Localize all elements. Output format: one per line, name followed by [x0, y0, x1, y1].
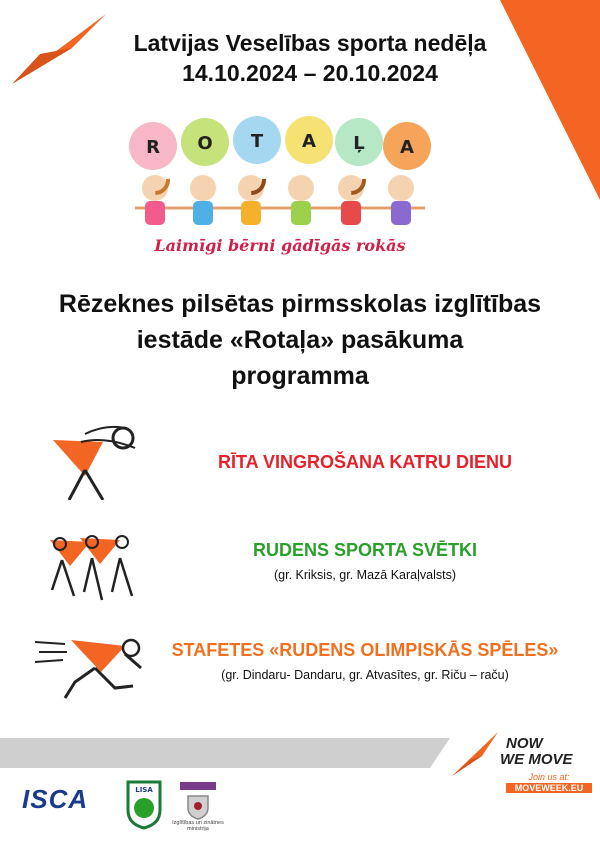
logo-letter: R — [146, 137, 160, 158]
program-title-line-3: programma — [231, 362, 369, 390]
event-dates: 14.10.2024 – 20.10.2024 — [182, 60, 438, 86]
moveweek-url: MOVEWEEK.EU — [506, 783, 592, 793]
sprinter-figure-icon — [35, 628, 150, 708]
event-title: Latvijas Veselības sporta nedēļa — [133, 30, 487, 56]
activity-3-label: STAFETES «RUDENS OLIMPISKĀS SPĒLES» — [171, 640, 559, 660]
ministry-color-band — [180, 782, 216, 790]
logo-letter: Ļ — [353, 133, 365, 154]
now-we-move-arrow-icon — [452, 732, 502, 776]
isca-logo: ISCA — [22, 784, 89, 814]
program-title-line-1: Rēzeknes pilsētas pirmsskolas izglītības — [58, 290, 542, 318]
group-runners-icon — [40, 530, 150, 610]
balloons — [129, 116, 431, 170]
now-text: NOW — [506, 735, 543, 752]
activity-2-groups: (gr. Kriksis, gr. Mazā Karaļvalsts) — [274, 568, 456, 582]
lisa-text: LISA — [135, 786, 153, 794]
children-illustration — [135, 167, 425, 225]
ministry-name: Izglītības un zinātnes ministrija — [172, 820, 224, 832]
lisa-shield-logo — [126, 780, 162, 830]
stretching-figure-icon — [45, 420, 155, 500]
we-move-text: WE MOVE — [500, 751, 573, 768]
program-title-line-2: iestāde «Rotaļa» pasākuma — [136, 326, 464, 354]
logo-letter: O — [197, 133, 213, 154]
join-text: Join us at: — [528, 772, 570, 782]
logo-letter: T — [250, 131, 264, 152]
logo-tagline: Laimīgi bērni gādīgās rokās — [154, 236, 406, 255]
activity-1-label: RĪTA VINGROŠANA KATRU DIENU — [218, 452, 512, 472]
ministry-coat-of-arms-icon — [184, 794, 212, 820]
activity-3-groups: (gr. Dindaru- Dandaru, gr. Atvasītes, gr. Riču – raču) — [221, 668, 509, 682]
logo-letter: A — [302, 131, 316, 152]
logo-letter: A — [400, 137, 414, 158]
activity-2-label: RUDENS SPORTA SVĒTKI — [252, 540, 478, 560]
